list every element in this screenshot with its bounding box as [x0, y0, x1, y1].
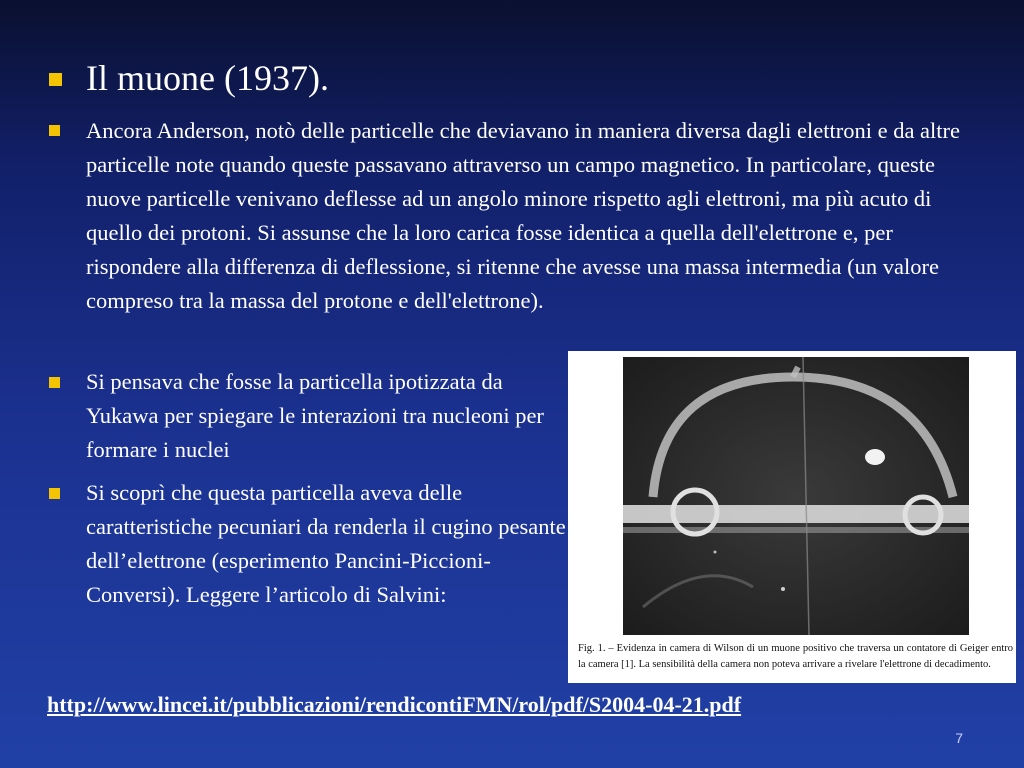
bullet-icon	[49, 377, 60, 388]
article-link[interactable]: http://www.lincei.it/pubblicazioni/rendicontiFMN/rol/pdf/S2004-04-21.pdf	[47, 692, 742, 717]
bullet-text-yukawa: Si pensava che fosse la particella ipotizzata da Yukawa per spiegare le interazioni tra nucleoni per formare i nuclei	[86, 369, 544, 462]
cloud-chamber-photo	[623, 357, 969, 635]
title-bullet-icon	[49, 73, 62, 86]
bullet-text-anderson: Ancora Anderson, notò delle particelle che deviavano in maniera diversa dagli elettroni e da altre particelle note quando queste passavano attraverso un campo magnetico. In particolare, queste nuove particelle venivano deflesse ad un angolo minore rispetto agli elettroni, ma più acuto di quello dei protoni. Si assunse che la loro carica fosse identica a quella dell'elettrone e, per rispondere alla differenza di deflessione, si ritenne che avesse una massa intermedia (un valore compreso tra la massa del protone e dell'elettrone).	[86, 118, 961, 313]
figure-caption: Fig. 1. – Evidenza in camera di Wilson di un muone positivo che traversa un contatore di Geiger entro la camera [1]. La sensibilità della camera non poteva arrivare a rivelare l'elettrone di decadimento.	[578, 643, 1013, 670]
bullet-text-salvini: Si scoprì che questa particella aveva delle caratteristiche pecuniari da renderla il cugino pesante dell’elettrone (esperimento Pancini-Piccioni-Conversi). Leggere l’articolo di Salvini:	[86, 480, 566, 607]
cloud-chamber-figure	[568, 351, 1016, 683]
page-number: 7	[955, 730, 963, 746]
slide-title: Il muone (1937).	[86, 58, 329, 98]
bullet-icon	[49, 125, 60, 136]
bullet-icon	[49, 488, 60, 499]
cloud-chamber-image	[623, 357, 969, 635]
